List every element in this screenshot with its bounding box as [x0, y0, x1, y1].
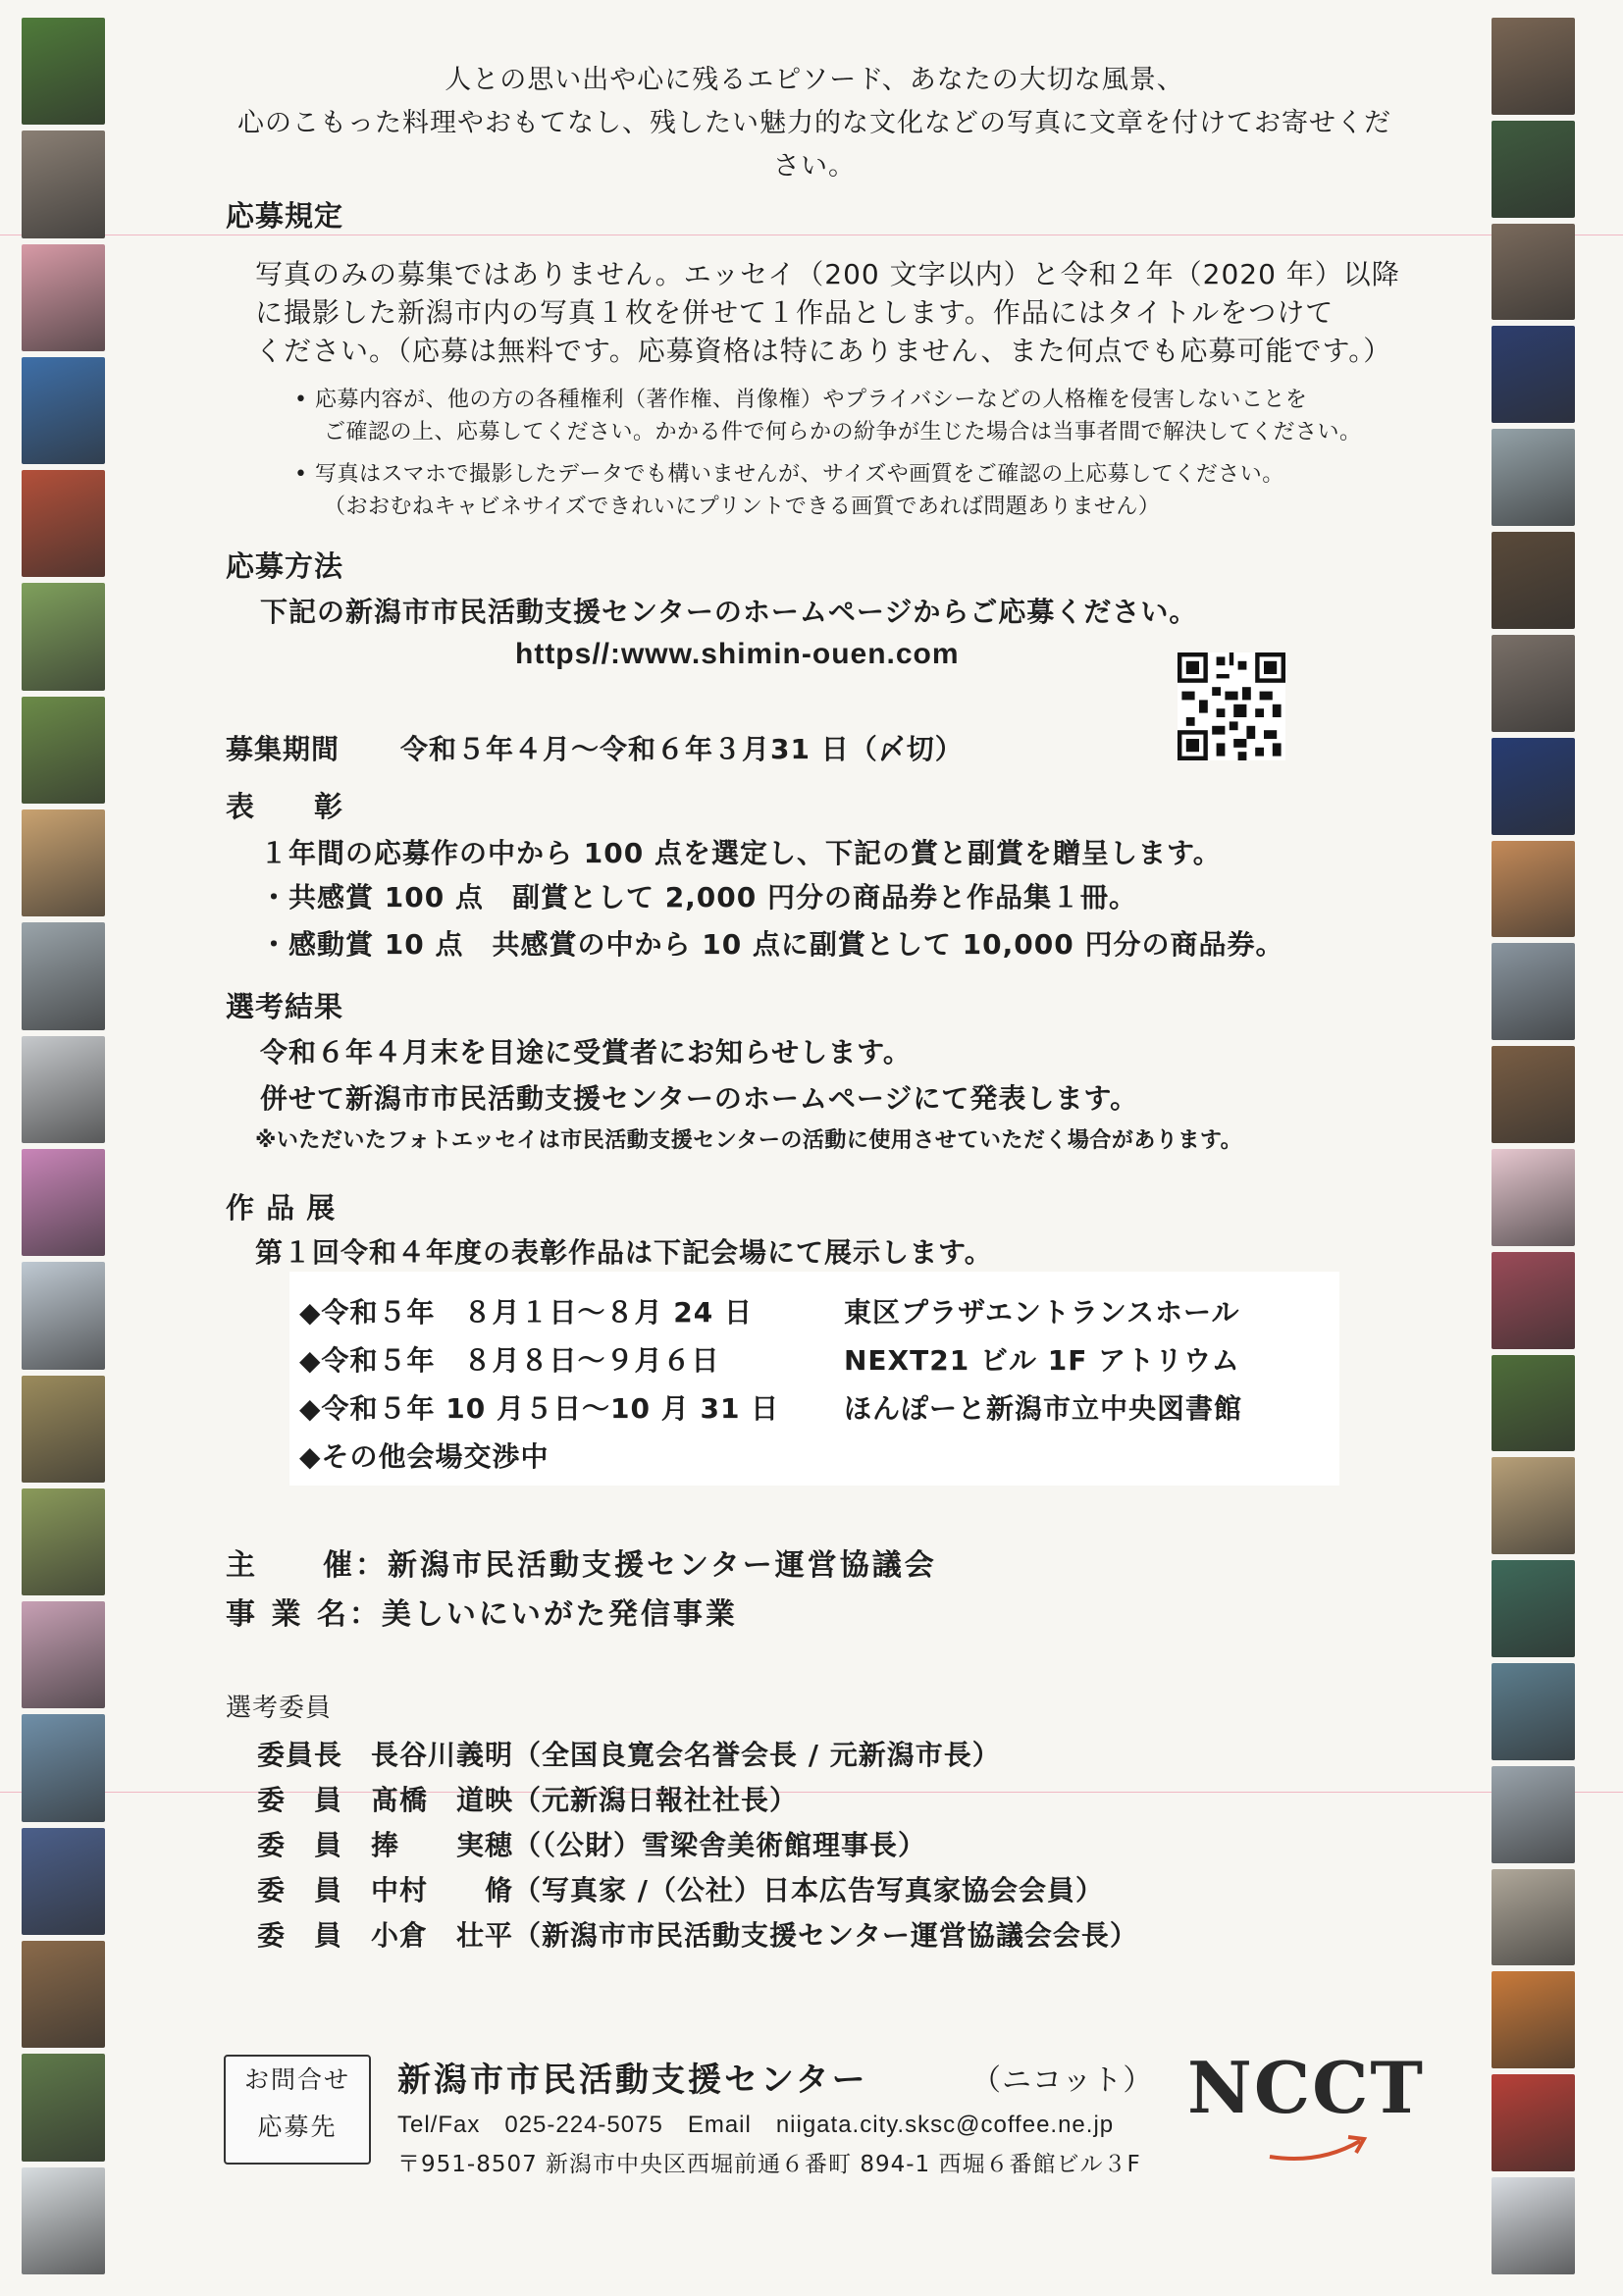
photo-thumbnail — [22, 1601, 105, 1708]
exhibit-date-1: ◆令和５年 ８月１日～８月 24 日 — [299, 1296, 753, 1329]
photo-thumbnail — [22, 809, 105, 916]
project-name: 事 業 名：美しいにいがた発信事業 — [226, 1597, 738, 1632]
rules-text-1: 写真のみの募集ではありません。エッセイ（200 文字以内）と令和２年（2020 年）以降 — [255, 258, 1400, 290]
qr-code-icon[interactable] — [1178, 652, 1285, 760]
photo-thumbnail — [22, 2167, 105, 2274]
method-text: 下記の新潟市市民活動支援センターのホームページからご応募ください。 — [260, 596, 1198, 628]
intro — [226, 59, 1403, 188]
photo-thumbnail — [22, 1941, 105, 2048]
photo-thumbnail — [22, 697, 105, 804]
results-note: ※いただいたフォトエッセイは市民活動支援センターの活動に使用させていただく場合があります。 — [255, 1128, 1243, 1153]
photo-thumbnail — [1492, 635, 1575, 732]
results-line-1: 令和６年４月末を目途に受賞者にお知らせします。 — [260, 1036, 912, 1069]
photo-thumbnail — [22, 2054, 105, 2161]
intro-line-2: 心のこもった料理やおもてなし、残したい魅力的な文化などの写真に文章を付けてお寄せください。 — [237, 108, 1391, 182]
exhibit-venue-2: NEXT21 ビル 1F アトリウム — [844, 1344, 1240, 1377]
photo-thumbnail — [1492, 429, 1575, 526]
award-line-2: ・共感賞 100 点 副賞として 2,000 円分の商品券と作品集１冊。 — [260, 881, 1138, 913]
results-line-2: 併せて新潟市市民活動支援センターのホームページにて発表します。 — [260, 1082, 1139, 1115]
exhibit-venue-1: 東区プラザエントランスホール — [844, 1296, 1240, 1329]
period-value: 令和５年４月～令和６年３月31 日（〆切） — [400, 733, 964, 765]
period-label: 募集期間 — [226, 733, 340, 765]
photo-thumbnail — [1492, 326, 1575, 423]
photo-thumbnail — [1492, 1355, 1575, 1452]
photo-thumbnail — [1492, 1766, 1575, 1863]
photo-thumbnail — [1492, 224, 1575, 321]
website-link[interactable]: https//:www.shimin-ouen.com — [515, 638, 960, 670]
contact-label-2: 応募先 — [257, 2113, 338, 2141]
exhibit-date-2: ◆令和５年 ８月８日～９月６日 — [299, 1344, 720, 1377]
award-line-1: １年間の応募作の中から 100 点を選定し、下記の賞と副賞を贈呈します。 — [260, 837, 1222, 869]
exhibit-venue-3: ほんぽーと新潟市立中央図書館 — [844, 1392, 1243, 1425]
photo-thumbnail — [22, 130, 105, 237]
photo-thumbnail — [1492, 841, 1575, 938]
photo-thumbnail — [22, 470, 105, 577]
intro-line-1: 人との思い出や心に残るエピソード、あなたの大切な風景、 — [445, 65, 1184, 95]
photo-thumbnail — [1492, 1149, 1575, 1246]
photo-thumbnail — [22, 18, 105, 125]
photo-thumbnail — [1492, 738, 1575, 835]
rules-note-2a: • 写真はスマホで撮影したデータでも構いませんが、サイズや画質をご確認の上応募してください。 — [294, 462, 1284, 487]
photo-thumbnail — [1492, 2177, 1575, 2274]
photo-thumbnail — [22, 244, 105, 351]
photo-thumbnail — [22, 1036, 105, 1143]
right-photo-strip — [1492, 18, 1575, 2274]
award-line-3: ・感動賞 10 点 共感賞の中から 10 点に副賞として 10,000 円分の商品券。 — [260, 928, 1284, 961]
photo-thumbnail — [22, 922, 105, 1029]
host: 主 催：新潟市民活動支援センター運営協議会 — [226, 1548, 937, 1583]
photo-thumbnail — [22, 357, 105, 464]
committee-member-3: 委 員 捧 実穂（（公財）雪梁舎美術館理事長） — [257, 1829, 927, 1861]
left-photo-strip — [22, 18, 105, 2274]
exhibit-heading: 作 品 展 — [226, 1191, 337, 1225]
committee-heading: 選考委員 — [226, 1694, 333, 1723]
photo-thumbnail — [22, 1262, 105, 1369]
committee-member-5: 委 員 小倉 壮平（新潟市市民活動支援センター運営協議会会長） — [257, 1919, 1138, 1952]
committee-member-2: 委 員 髙橋 道映（元新潟日報社社長） — [257, 1784, 799, 1816]
rules-heading: 応募規定 — [226, 199, 344, 233]
committee-member-1: 委員長 長谷川義明（全国良寛会名誉会長 / 元新潟市長） — [257, 1739, 1001, 1771]
award-heading: 表 彰 — [226, 790, 344, 823]
contact-label-1: お問合せ — [243, 2065, 350, 2094]
rules-note-1b: ご確認の上、応募してください。かかる件で何らかの紛争が生じた場合は当事者間で解決してください。 — [324, 420, 1362, 444]
photo-thumbnail — [1492, 1457, 1575, 1554]
rules-text-3: ください。（応募は無料です。応募資格は特にありません、また何点でも応募可能です。） — [255, 335, 1392, 367]
photo-thumbnail — [1492, 1971, 1575, 2068]
center-name: 新潟市市民活動支援センター — [397, 2061, 868, 2100]
photo-thumbnail — [1492, 121, 1575, 218]
center-nickname: （ニコット） — [971, 2063, 1154, 2098]
photo-thumbnail — [22, 1376, 105, 1483]
photo-thumbnail — [22, 1828, 105, 1935]
photo-thumbnail — [1492, 2074, 1575, 2171]
photo-thumbnail — [1492, 1560, 1575, 1657]
rules-note-2b: （おおむねキャビネサイズできれいにプリントできる画質であれば問題ありません） — [324, 495, 1161, 519]
photo-thumbnail — [1492, 1869, 1575, 1966]
exhibit-intro: 第１回令和４年度の表彰作品は下記会場にて展示します。 — [255, 1236, 993, 1269]
results-heading: 選考結果 — [226, 990, 344, 1023]
photo-thumbnail — [1492, 943, 1575, 1040]
contact-address: 〒951-8507 新潟市中央区西堀前通６番町 894-1 西堀６番館ビル３F — [397, 2152, 1141, 2177]
photo-thumbnail — [22, 583, 105, 690]
photo-thumbnail — [1492, 1252, 1575, 1349]
logo-arrow-icon — [1266, 2127, 1374, 2166]
photo-thumbnail — [1492, 1046, 1575, 1143]
exhibit-date-3: ◆令和５年 10 月５日～10 月 31 日 — [299, 1392, 780, 1425]
photo-thumbnail — [1492, 1663, 1575, 1760]
rules-text-2: に撮影した新潟市内の写真１枚を併せて１作品とします。作品にはタイトルをつけて — [255, 296, 1335, 329]
exhibit-date-4: ◆その他会場交渉中 — [299, 1440, 550, 1473]
method-heading: 応募方法 — [226, 549, 344, 583]
photo-thumbnail — [22, 1714, 105, 1821]
contact-tel-email[interactable]: Tel/Fax 025-224-5075 Email niigata.city.sksc@coffee.ne.jp — [397, 2112, 1115, 2138]
contact-box — [224, 2055, 371, 2165]
photo-thumbnail — [22, 1149, 105, 1256]
logo: NCCT — [1187, 2046, 1425, 2129]
committee-member-4: 委 員 中村 脩（写真家 /（公社）日本広告写真家協会会員） — [257, 1874, 1104, 1906]
photo-thumbnail — [1492, 18, 1575, 115]
photo-thumbnail — [1492, 532, 1575, 629]
photo-thumbnail — [22, 1488, 105, 1595]
rules-note-1a: • 応募内容が、他の方の各種権利（著作権、肖像権）やプライバシーなどの人格権を侵害しないことを — [294, 388, 1308, 412]
